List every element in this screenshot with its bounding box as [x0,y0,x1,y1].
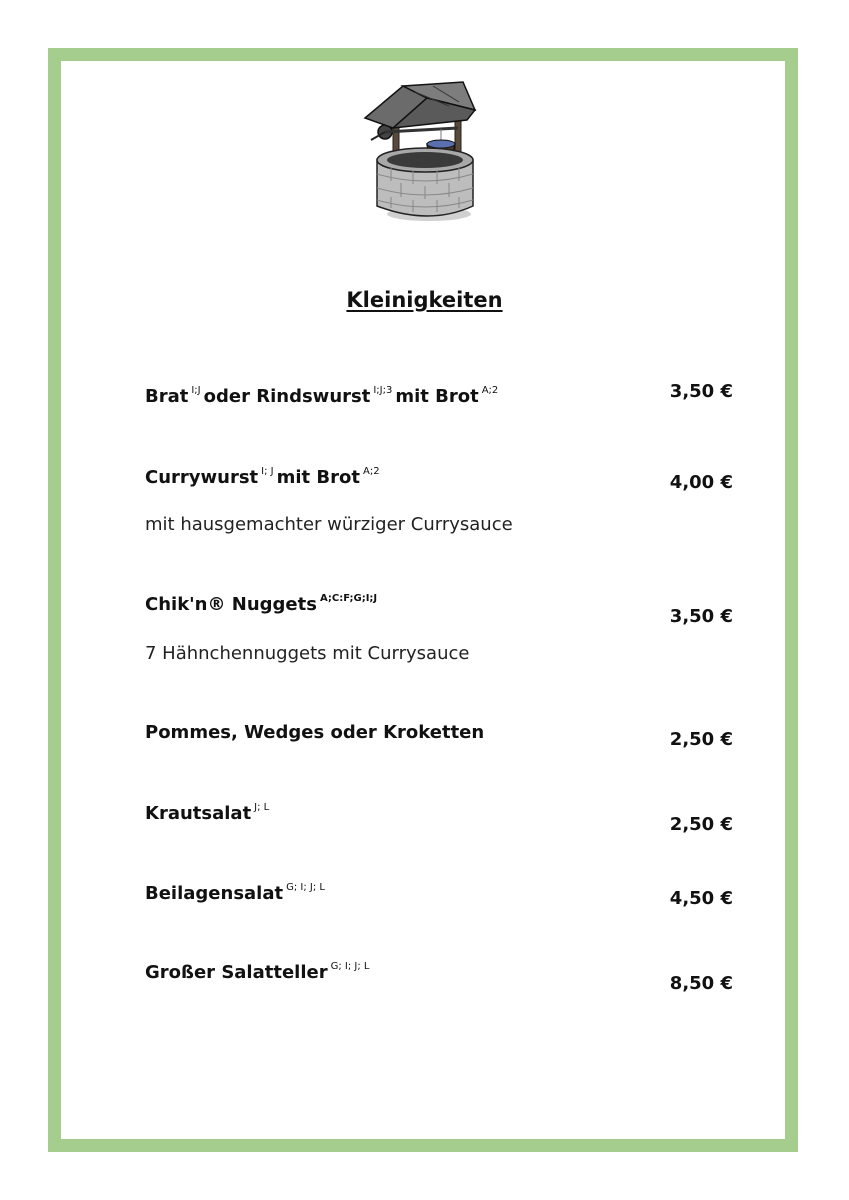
menu-item-name: Beilagensalat $^{G; I; J; L}$ [145,882,325,904]
allergen-codes: I; J [261,466,274,477]
allergen-codes: A;2 [481,385,499,396]
menu-item-name: Chik'n® Nuggets $^{A;C:F;G;I;J}$ [145,593,378,615]
menu-item-name: Krautsalat $^{J; L}$ [145,802,270,824]
menu-item-name: Großer Salatteller $^{G; I; J; L}$ [145,961,370,983]
allergen-codes: A;2 [362,466,380,477]
menu-item-price: 4,50 € [669,888,733,909]
wishing-well-icon [363,80,487,225]
allergen-codes: A;C:F;G;I;J [319,593,378,604]
allergen-codes: I;J [191,385,201,396]
allergen-codes: G; I; J; L [286,882,325,893]
menu-item-price: 3,50 € [669,381,733,402]
menu-item-description: 7 Hähnchennuggets mit Currysauce [145,643,470,664]
menu-item-price: 2,50 € [669,729,733,750]
page-title: Kleinigkeiten [346,288,503,312]
menu-item-price: 4,00 € [669,472,733,493]
menu-item-description: mit hausgemachter würziger Currysauce [145,514,513,535]
menu-item-price: 8,50 € [669,973,733,994]
allergen-codes: J; L [254,802,270,813]
menu-item-name: Brat $^{I;J}$ oder Rindswurst $^{I;J;3}$ mit Brot $^{A;2}$ [145,385,499,407]
allergen-codes: I;J;3 [373,385,393,396]
allergen-codes: G; I; J; L [330,961,370,972]
menu-item-name: Currywurst $^{I; J}$ mit Brot $^{A;2}$ [145,466,380,488]
menu-item-price: 3,50 € [669,606,733,627]
menu-item-name: Pommes, Wedges oder Kroketten [145,722,485,743]
menu-item-price: 2,50 € [669,814,733,835]
